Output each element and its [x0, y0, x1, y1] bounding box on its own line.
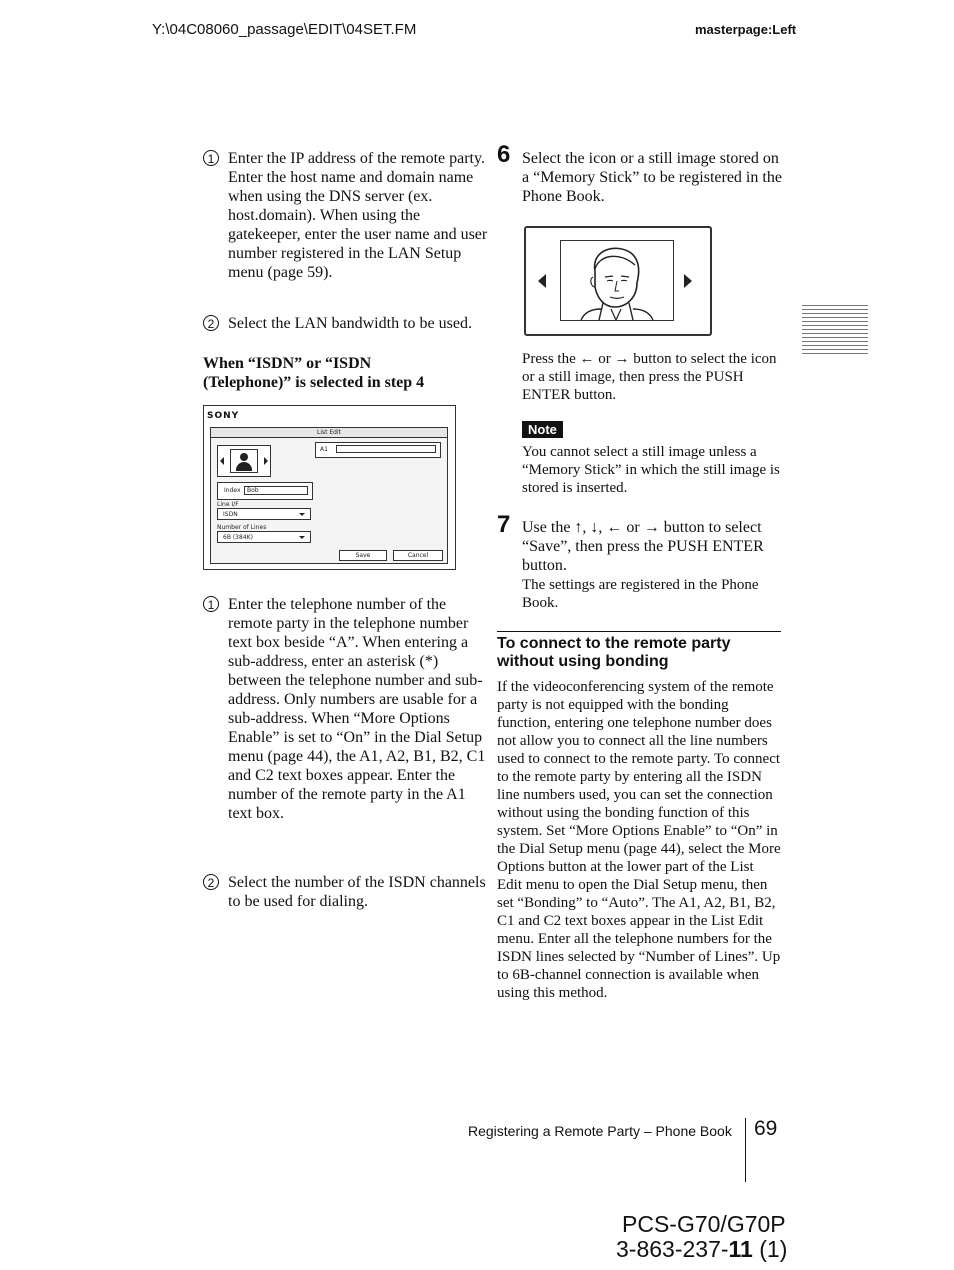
section-body: If the videoconferencing system of the remote party is not equipped with the bonding function, entering one telephone number does not allow you to connect all the line numbers used to connect to the remote party. To connect to the remote party by entering all the ISDN line numbers used, you can set the connection without using the bonding function of this system. Set “More Options Enable” to “On” in the Dial Setup menu (page 44), select the More Options button at the lower part of the List Edit menu to open the Dial Setup menu, then set “Bonding” to “Auto”. The A1, A2, B1, B2, C1 and C2 text boxes appear in the List Edit menu. Enter all the telephone numbers for the ISDN lines selected by “Number of Lines”. Up to 6B-channel connection is available when using this method.: [497, 679, 781, 1001]
note-text: You cannot select a still image unless a “Memory Stick” in which the still image is stored is inserted.: [522, 444, 780, 496]
footer-section-title: Registering a Remote Party – Phone Book: [468, 1123, 732, 1139]
step-number-circle: 1: [203, 596, 219, 612]
section-heading: To connect to the remote party without using bonding: [497, 635, 731, 670]
icon-picker-illustration: [524, 226, 712, 336]
lan-step-1: [203, 149, 490, 282]
a1-row: [315, 442, 441, 458]
left-arrow-icon[interactable]: [220, 457, 224, 465]
step-number-circle: 2: [203, 874, 219, 890]
line-if-select[interactable]: [217, 508, 311, 520]
right-arrow-icon: [684, 274, 692, 288]
lan-step-1-detail: Enter the host name and domain name when using the DNS server (ex. host.domain). When using the gatekeeper, enter the user name and user number registered in the LAN Setup menu (page 59).: [228, 169, 488, 281]
section-rule: [497, 631, 781, 632]
page-number: 69: [754, 1117, 778, 1140]
window-titlebar: [211, 428, 447, 438]
lines-select[interactable]: [217, 531, 311, 543]
part-number-revision: 11: [728, 1236, 753, 1262]
cancel-button[interactable]: Cancel: [393, 550, 443, 561]
step-6-text: Select the icon or a still image stored on a “Memory Stick” to be registered in the Phone Book.: [522, 150, 782, 205]
index-row: [217, 482, 313, 500]
isdn-step-1-text: Enter the telephone number of the remote party in the telephone number text box beside “A”. When entering a sub-address, enter an asterisk (*) between the telephone number and sub-address. Only numbers are usable for a sub-address. When “More Options Enable” is set to “On” in the Dial Setup menu (page 44), the A1, A2, B1, B2, C1 and C2 text boxes appear. Enter the number of the remote party in the A1 text box.: [228, 596, 486, 822]
line-if-value: ISDN: [223, 511, 238, 518]
list-edit-window: [210, 427, 448, 564]
sony-logo: SONY: [207, 411, 240, 421]
lines-value: 6B (384K): [223, 534, 253, 541]
save-button[interactable]: Save: [339, 550, 387, 561]
lan-step-2: [203, 314, 490, 333]
right-arrow-icon[interactable]: [264, 457, 268, 465]
step-7-text: Use the ↑, ↓, ← or → button to select “Save”, then press the PUSH ENTER button.: [522, 519, 764, 574]
masterpage-label: masterpage:Left: [695, 22, 797, 37]
thumb-index: [802, 305, 868, 357]
isdn-heading: When “ISDN” or “ISDN (Telephone)” is selected in step 4: [203, 355, 425, 391]
step-6-note: Press the ← or → button to select the icon or a still image, then press the PUSH ENTER button.: [522, 351, 777, 403]
index-label: Index: [224, 487, 241, 494]
isdn-step-1: [203, 595, 490, 823]
step-6-number: 6: [497, 141, 511, 168]
lan-step-1-text: Enter the IP address of the remote party.: [228, 150, 485, 167]
part-number-prefix: 3-863-237-: [616, 1236, 729, 1262]
a1-label: A1: [320, 446, 328, 453]
step-7-detail: The settings are registered in the Phone Book.: [522, 577, 759, 611]
model-name: PCS-G70/G70P: [622, 1211, 786, 1237]
list-edit-screenshot: [203, 405, 456, 570]
index-input[interactable]: Bob: [244, 486, 308, 495]
part-number: [616, 1236, 787, 1263]
step-number-circle: 2: [203, 315, 219, 331]
face-icon: [561, 241, 673, 320]
window-title: List Edit: [316, 429, 341, 436]
left-arrow-icon: [538, 274, 546, 288]
note-badge: Note: [522, 421, 563, 438]
isdn-step-2: [203, 873, 490, 911]
a1-input[interactable]: [336, 445, 436, 453]
dropdown-icon: [299, 536, 305, 539]
file-path: Y:\04C08060_passage\EDIT\04SET.FM: [152, 21, 417, 38]
footer-divider: [745, 1118, 746, 1182]
lan-step-2-text: Select the LAN bandwidth to be used.: [228, 315, 472, 332]
isdn-step-2-text: Select the number of the ISDN channels to be used for dialing.: [228, 874, 486, 910]
lines-label: Number of Lines: [217, 524, 267, 531]
step-number-circle: 1: [203, 150, 219, 166]
part-number-suffix: (1): [752, 1236, 788, 1262]
person-icon: [230, 449, 258, 473]
icon-selector[interactable]: [217, 445, 271, 477]
line-if-label: Line I/F: [217, 501, 239, 508]
step-7-number: 7: [497, 511, 511, 538]
face-image: [560, 240, 674, 321]
dropdown-icon: [299, 513, 305, 516]
